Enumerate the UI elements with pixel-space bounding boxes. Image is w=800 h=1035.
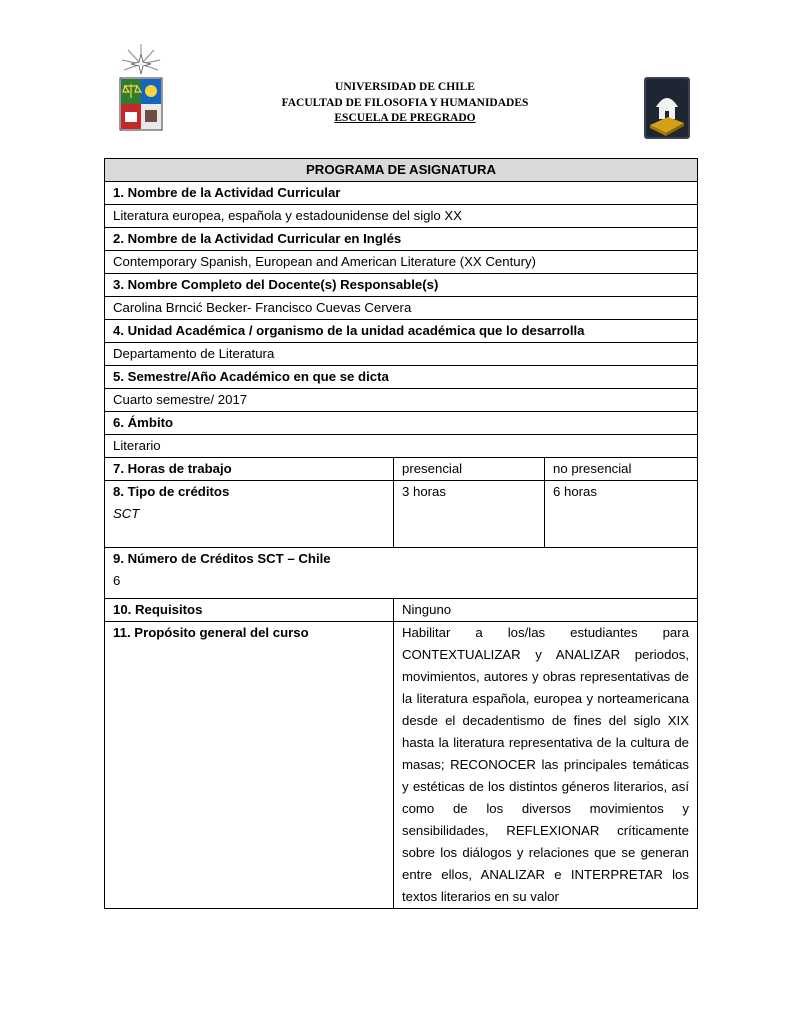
credits-number-row bbox=[105, 548, 698, 599]
institution-header bbox=[240, 80, 570, 127]
instructors-value: Carolina Brncić Becker- Francisco Cuevas Cervera bbox=[105, 297, 698, 320]
section-1-label-row bbox=[105, 182, 698, 205]
credit-hours-no-presencial: 6 horas bbox=[545, 481, 698, 548]
section-6-label-row bbox=[105, 412, 698, 435]
scope-value: Literario bbox=[105, 435, 698, 458]
program-title-row bbox=[105, 159, 698, 182]
work-hours-presencial: presencial bbox=[394, 458, 545, 481]
credit-hours-presencial: 3 horas bbox=[394, 481, 545, 548]
school-name: ESCUELA DE PREGRADO bbox=[334, 112, 476, 124]
requirements-value: Ninguno bbox=[394, 599, 698, 622]
program-table bbox=[104, 158, 698, 909]
section-2-label-row bbox=[105, 228, 698, 251]
credit-type-cell bbox=[105, 481, 394, 548]
semester-value: Cuarto semestre/ 2017 bbox=[105, 389, 698, 412]
course-purpose-row bbox=[105, 622, 698, 909]
faculty-name: FACULTAD DE FILOSOFIA Y HUMANIDADES bbox=[281, 96, 529, 109]
activity-name-english-label: 2. Nombre de la Actividad Curricular en Inglés bbox=[105, 228, 698, 251]
requirements-row bbox=[105, 599, 698, 622]
work-hours-row bbox=[105, 458, 698, 481]
course-purpose-value: Habilitar a los/las estudiantes para CONTEXTUALIZAR y ANALIZAR periodos, movimientos, autores y obras representativas de la literatura española, europea y norteamericana desde el decadentismo de fines del siglo XIX hasta la literatura representativa de la cultura de masas; RECONOCER las principales temáticas y estéticas de los distintos géneros literarios, así como de los diversos movimientos y sensibilidades, REFLEXIONAR críticamente sobre los diálogos y relaciones que se generan entre ellos, ANALIZAR e INTERPRETAR los textos literarios en su valor bbox=[394, 622, 698, 909]
work-hours-no-presencial: no presencial bbox=[545, 458, 698, 481]
section-1-value-row bbox=[105, 205, 698, 228]
section-4-value-row bbox=[105, 343, 698, 366]
activity-name-english-value: Contemporary Spanish, European and American Literature (XX Century) bbox=[105, 251, 698, 274]
scope-label: 6. Ámbito bbox=[105, 412, 698, 435]
university-crest-logo bbox=[112, 42, 170, 138]
requirements-label: 10. Requisitos bbox=[105, 599, 394, 622]
credit-type-row bbox=[105, 481, 698, 548]
activity-name-label: 1. Nombre de la Actividad Curricular bbox=[105, 182, 698, 205]
section-5-label-row bbox=[105, 366, 698, 389]
section-3-value-row bbox=[105, 297, 698, 320]
instructors-label: 3. Nombre Completo del Docente(s) Responsable(s) bbox=[105, 274, 698, 297]
credit-type-value: SCT bbox=[113, 506, 140, 521]
semester-label: 5. Semestre/Año Académico en que se dicta bbox=[105, 366, 698, 389]
section-6-value-row bbox=[105, 435, 698, 458]
credit-type-label: 8. Tipo de créditos bbox=[113, 484, 230, 499]
page-header bbox=[0, 0, 800, 150]
faculty-emblem-logo bbox=[644, 77, 690, 139]
course-purpose-label: 11. Propósito general del curso bbox=[105, 622, 394, 909]
program-title: PROGRAMA DE ASIGNATURA bbox=[105, 159, 698, 182]
academic-unit-value: Departamento de Literatura bbox=[105, 343, 698, 366]
section-2-value-row bbox=[105, 251, 698, 274]
credits-number-value: 6 bbox=[113, 573, 121, 588]
work-hours-label: 7. Horas de trabajo bbox=[105, 458, 394, 481]
university-name: UNIVERSIDAD DE CHILE bbox=[335, 81, 475, 93]
section-3-label-row bbox=[105, 274, 698, 297]
credits-number-cell bbox=[105, 548, 698, 599]
activity-name-value: Literatura europea, española y estadounidense del siglo XX bbox=[105, 205, 698, 228]
credits-number-label: 9. Número de Créditos SCT – Chile bbox=[113, 551, 331, 566]
academic-unit-label: 4. Unidad Académica / organismo de la unidad académica que lo desarrolla bbox=[105, 320, 698, 343]
section-5-value-row bbox=[105, 389, 698, 412]
section-4-label-row bbox=[105, 320, 698, 343]
